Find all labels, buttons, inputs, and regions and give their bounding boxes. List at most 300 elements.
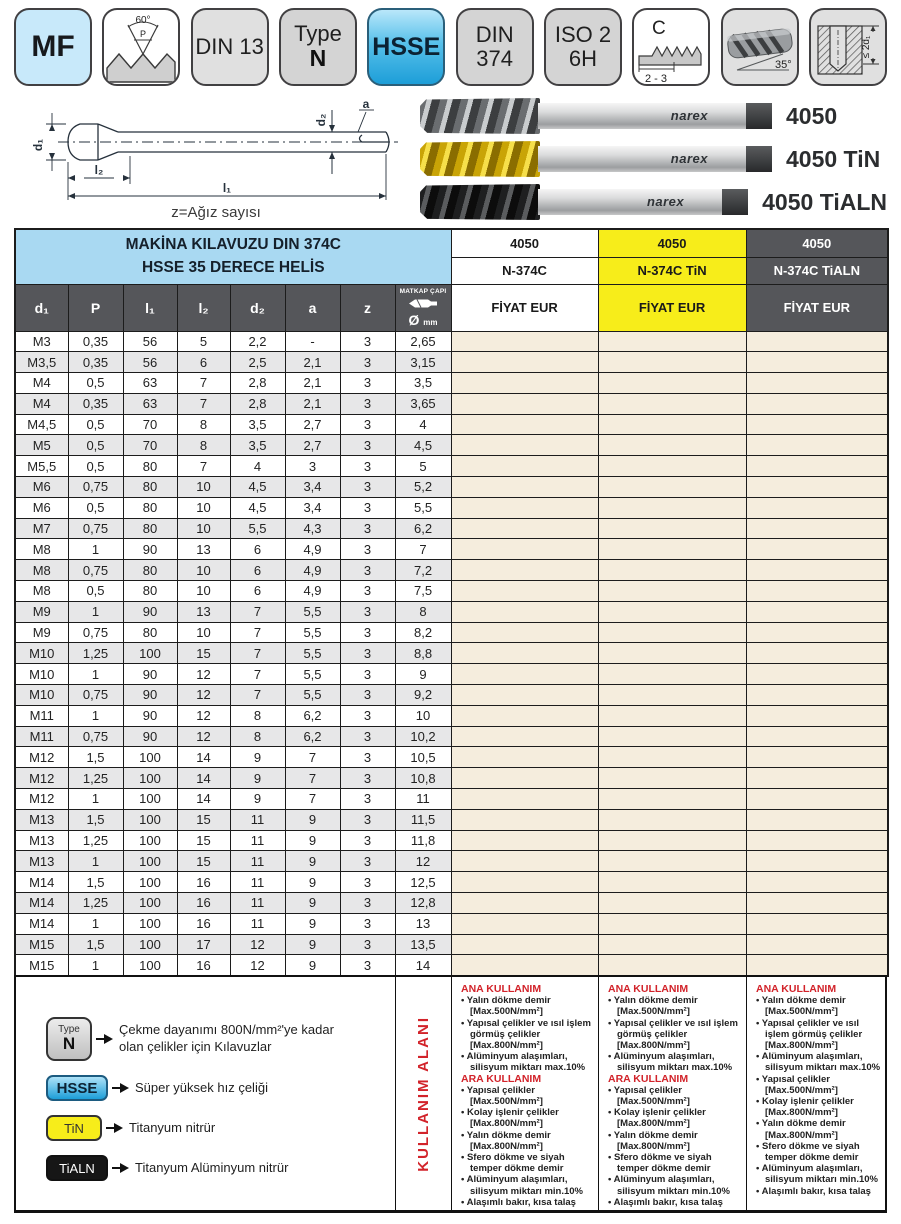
price-cell — [451, 789, 598, 810]
spec-cell: 3 — [340, 768, 395, 789]
spec-cell: M11 — [15, 705, 68, 726]
table-row — [15, 414, 888, 435]
spec-cell: M13 — [15, 830, 68, 851]
spec-cell: M5,5 — [15, 456, 68, 477]
spec-cell: 3 — [340, 643, 395, 664]
type-value: N — [309, 45, 327, 72]
price-cell — [451, 705, 598, 726]
usage-item: • Alaşımlı bakır, kısa talaş — [608, 1196, 723, 1208]
price-cell — [598, 747, 746, 768]
spec-cell: 14 — [395, 955, 451, 976]
spec-cell: 3 — [340, 913, 395, 934]
spec-cell: 3 — [340, 477, 395, 498]
usage-item: • Sfero dökme ve siyah temper dökme demir — [461, 1152, 565, 1175]
price-cell — [746, 581, 888, 602]
price-cell — [598, 622, 746, 643]
spec-cell: 14 — [177, 789, 230, 810]
spec-cell: 9 — [285, 913, 340, 934]
price-cell — [746, 955, 888, 976]
price-cell — [598, 685, 746, 706]
price-cell — [746, 664, 888, 685]
spec-cell: 12 — [230, 934, 285, 955]
price-cell — [746, 560, 888, 581]
spec-cell: 13 — [177, 601, 230, 622]
spec-cell: 100 — [123, 934, 177, 955]
footer-section — [14, 975, 887, 1213]
price-cell — [746, 830, 888, 851]
price-cell — [451, 393, 598, 414]
price-cell — [746, 705, 888, 726]
price-cell — [598, 893, 746, 914]
mf-badge — [14, 8, 92, 86]
spec-cell: 0,75 — [68, 560, 123, 581]
tap-shank — [538, 189, 748, 215]
price-cell — [598, 456, 746, 477]
square-drive-end — [746, 146, 772, 172]
spec-cell: 12 — [177, 705, 230, 726]
spec-cell: 3 — [340, 331, 395, 352]
col-header-z: z — [340, 284, 395, 331]
spec-cell: 100 — [123, 913, 177, 934]
spec-cell: 0,35 — [68, 352, 123, 373]
model-header-4050-tialn: 4050 — [746, 229, 888, 257]
spec-cell: 100 — [123, 747, 177, 768]
din374-line1: DIN — [475, 21, 514, 47]
spec-cell: 16 — [177, 872, 230, 893]
price-cell — [451, 726, 598, 747]
spec-cell: M12 — [15, 789, 68, 810]
spec-cell: 11,8 — [395, 830, 451, 851]
spec-cell: 3 — [340, 601, 395, 622]
spec-cell: 90 — [123, 601, 177, 622]
spec-cell: 12,5 — [395, 872, 451, 893]
spec-cell: 80 — [123, 518, 177, 539]
spec-cell: M7 — [15, 518, 68, 539]
legend-row-type-n — [46, 1017, 385, 1061]
spec-cell: 1 — [68, 601, 123, 622]
table-row — [15, 518, 888, 539]
price-cell — [598, 768, 746, 789]
price-cell — [598, 414, 746, 435]
table-row — [15, 477, 888, 498]
usage-item: • Sfero dökme ve siyah temper dökme demir — [756, 1140, 860, 1164]
spec-cell: 3 — [340, 934, 395, 955]
price-cell — [451, 435, 598, 456]
spec-cell: 3 — [340, 581, 395, 602]
spec-cell: 90 — [123, 685, 177, 706]
spec-cell: 2,8 — [230, 373, 285, 394]
spec-cell: 3 — [340, 685, 395, 706]
usage-item: • Yapısal çelikler ve ısıl işlem görmüş çelikler [Max.800N/mm²] — [608, 1017, 738, 1052]
spec-cell: 10 — [177, 477, 230, 498]
type-n-badge — [279, 8, 357, 86]
spec-cell: 7 — [177, 393, 230, 414]
spec-cell: 3 — [340, 352, 395, 373]
price-cell — [451, 893, 598, 914]
spec-cell: 3 — [340, 851, 395, 872]
col-header-d2: d₂ — [230, 284, 285, 331]
price-cell — [746, 601, 888, 622]
spec-cell: 4 — [230, 456, 285, 477]
spec-cell: 56 — [123, 331, 177, 352]
spec-cell: 11 — [395, 789, 451, 810]
tap-technical-drawing — [14, 96, 418, 226]
table-row — [15, 622, 888, 643]
spec-cell: 2,2 — [230, 331, 285, 352]
usage-item: • Alüminyum alaşımları, silisyum miktarı max.10% — [461, 1051, 586, 1074]
spec-cell: 12 — [230, 955, 285, 976]
spec-cell: 3,5 — [230, 414, 285, 435]
spec-cell: 15 — [177, 809, 230, 830]
price-cell — [451, 601, 598, 622]
usage-column — [599, 977, 747, 1210]
spec-cell: 0,75 — [68, 622, 123, 643]
spec-cell: 1 — [68, 789, 123, 810]
brand-mark: narex — [646, 194, 685, 209]
price-cell — [451, 955, 598, 976]
din13-label: DIN 13 — [195, 34, 264, 59]
spec-cell: M3 — [15, 331, 68, 352]
spiral-flute-drawing — [723, 10, 797, 84]
hsse-badge — [367, 8, 445, 86]
svg-text:C: C — [652, 18, 667, 39]
usage-item: • Yalın dökme demir [Max.500N/mm²] — [756, 995, 846, 1018]
spec-cell: 12 — [177, 726, 230, 747]
arrow-icon — [112, 1163, 129, 1173]
table-row — [15, 955, 888, 976]
spec-cell: 100 — [123, 809, 177, 830]
price-cell — [451, 352, 598, 373]
price-cell — [598, 913, 746, 934]
price-cell — [451, 539, 598, 560]
price-cell — [451, 497, 598, 518]
svg-text:P: P — [140, 29, 147, 39]
spec-cell: 3 — [340, 726, 395, 747]
table-title-line2: HSSE 35 DERECE HELİS — [141, 258, 325, 276]
usage-item: • Kolay işlenir çelikler [Max.800N/mm²] — [756, 1096, 854, 1119]
spec-cell: 12 — [177, 685, 230, 706]
col-header-d1: d₁ — [15, 284, 68, 331]
usage-item: • Yapısal çelikler [Max.500N/mm²] — [461, 1084, 543, 1108]
spec-cell: 7,2 — [395, 560, 451, 581]
spec-cell: 8 — [177, 414, 230, 435]
price-cell — [451, 872, 598, 893]
thread-profile-drawing — [104, 10, 178, 84]
price-cell — [746, 414, 888, 435]
svg-text:35°: 35° — [774, 59, 792, 71]
product-label: 4050 TiN — [786, 145, 881, 172]
tap-drawing-svg — [14, 96, 418, 206]
svg-text:a: a — [362, 97, 370, 111]
legend-text: Titanyum Alüminyum nitrür — [135, 1159, 289, 1175]
product-label: 4050 TiALN — [762, 188, 887, 215]
spec-cell: 56 — [123, 352, 177, 373]
spec-cell: 3 — [340, 373, 395, 394]
spec-cell: 9 — [285, 809, 340, 830]
spec-cell: 16 — [177, 893, 230, 914]
type-label: Type — [294, 21, 342, 47]
spec-cell: 9 — [285, 830, 340, 851]
spec-cell: 63 — [123, 373, 177, 394]
svg-text:l₂: l₂ — [94, 163, 104, 177]
spec-cell: 0,75 — [68, 726, 123, 747]
spec-cell: M15 — [15, 955, 68, 976]
spec-cell: 4,9 — [285, 581, 340, 602]
arrow-icon — [112, 1083, 129, 1093]
spec-cell: 3 — [340, 830, 395, 851]
spec-cell: 12 — [177, 664, 230, 685]
spec-cell: M9 — [15, 622, 68, 643]
usage-item: • Kolay işlenir çelikler [Max.800N/mm²] — [608, 1107, 706, 1130]
spec-cell: 6 — [230, 581, 285, 602]
spec-cell: 3 — [340, 518, 395, 539]
spec-cell: 10 — [395, 705, 451, 726]
tialn-legend-badge: TiALN — [46, 1155, 108, 1181]
spec-cell: 11 — [230, 809, 285, 830]
spec-cell: M9 — [15, 601, 68, 622]
spec-cell: 0,35 — [68, 331, 123, 352]
spec-cell: 12 — [395, 851, 451, 872]
spec-cell: 11 — [230, 830, 285, 851]
spec-cell: 80 — [123, 560, 177, 581]
table-row — [15, 601, 888, 622]
spec-cell: 1 — [68, 705, 123, 726]
spec-cell: 3 — [340, 872, 395, 893]
spec-cell: 9 — [230, 789, 285, 810]
price-cell — [746, 435, 888, 456]
spec-cell: 6,2 — [395, 518, 451, 539]
price-cell — [451, 830, 598, 851]
table-row — [15, 913, 888, 934]
type-n-badge-top: Type — [58, 1023, 80, 1035]
legend-text: Süper yüksek hız çeliği — [135, 1079, 268, 1095]
spec-cell: 13 — [177, 539, 230, 560]
spec-cell: 9,2 — [395, 685, 451, 706]
spec-cell: 63 — [123, 393, 177, 414]
spec-cell: 3 — [340, 622, 395, 643]
price-cell — [451, 560, 598, 581]
usage-item: • Alüminyum alaşımları, silisyum miktarı max.10% — [756, 1051, 881, 1074]
price-cell — [451, 747, 598, 768]
usage-item: • Yalın dökme demir [Max.800N/mm²] — [461, 1129, 551, 1152]
spec-cell: 8 — [395, 601, 451, 622]
spec-cell: 10,2 — [395, 726, 451, 747]
price-cell — [746, 747, 888, 768]
price-cell — [746, 622, 888, 643]
spec-cell: 14 — [177, 747, 230, 768]
price-cell — [598, 830, 746, 851]
spec-cell: 2,7 — [285, 435, 340, 456]
price-cell — [598, 352, 746, 373]
usage-area-strip — [396, 977, 452, 1210]
table-row — [15, 809, 888, 830]
price-cell — [746, 872, 888, 893]
usage-section-header: ANA KULLANIM — [461, 983, 542, 995]
spec-cell: 3,5 — [230, 435, 285, 456]
type-n-badge-letter: N — [62, 1033, 76, 1053]
table-row — [15, 851, 888, 872]
spec-cell: 1 — [68, 664, 123, 685]
spec-cell: 8,2 — [395, 622, 451, 643]
iso2-6h-badge — [544, 8, 622, 86]
spec-cell: 1,5 — [68, 809, 123, 830]
thread-profile-icon — [102, 8, 180, 86]
spec-cell: 13 — [395, 913, 451, 934]
spec-cell: 0,5 — [68, 456, 123, 477]
spec-cell: 5 — [395, 456, 451, 477]
price-cell — [746, 893, 888, 914]
usage-section-header: ANA KULLANIM — [608, 983, 689, 995]
spec-cell: 80 — [123, 497, 177, 518]
price-header-2: FİYAT EUR — [598, 284, 746, 331]
price-cell — [451, 518, 598, 539]
spec-cell: 70 — [123, 414, 177, 435]
diameter-unit: mm — [423, 317, 438, 327]
table-row — [15, 373, 888, 394]
price-cell — [598, 643, 746, 664]
spec-cell: 11 — [230, 893, 285, 914]
price-cell — [598, 477, 746, 498]
tin-legend-badge: TiN — [46, 1115, 102, 1141]
spec-cell: 3 — [340, 414, 395, 435]
spec-cell: 6 — [230, 560, 285, 581]
price-cell — [598, 601, 746, 622]
drawing-caption: z=Ağız sayısı — [171, 204, 261, 221]
price-cell — [451, 414, 598, 435]
price-cell — [746, 331, 888, 352]
spec-cell: 0,5 — [68, 414, 123, 435]
spec-cell: 5,5 — [395, 497, 451, 518]
icon-strip — [14, 8, 887, 88]
spec-cell: M13 — [15, 851, 68, 872]
spec-cell: 5,5 — [285, 643, 340, 664]
usage-column — [452, 977, 599, 1210]
price-cell — [451, 768, 598, 789]
spec-cell: 3 — [340, 789, 395, 810]
table-row — [15, 934, 888, 955]
flute-section — [420, 141, 540, 177]
price-cell — [746, 477, 888, 498]
usage-section-header: ANA KULLANIM — [756, 983, 837, 995]
spec-cell: 3,5 — [395, 373, 451, 394]
table-row — [15, 705, 888, 726]
usage-item: • Yalın dökme demir [Max.500N/mm²] — [461, 995, 551, 1018]
diameter-symbol: Ø — [408, 311, 420, 328]
price-cell — [451, 934, 598, 955]
brand-mark: narex — [670, 151, 708, 166]
price-cell — [746, 393, 888, 414]
usage-item: • Yapısal çelikler [Max.500N/mm²] — [756, 1073, 838, 1096]
spec-cell: 1,5 — [68, 747, 123, 768]
spec-cell: 3 — [340, 664, 395, 685]
table-row — [15, 664, 888, 685]
spec-cell: 4,5 — [230, 497, 285, 518]
spec-cell: 10 — [177, 581, 230, 602]
spec-cell: 9 — [230, 747, 285, 768]
table-row — [15, 581, 888, 602]
spec-cell: 100 — [123, 872, 177, 893]
spec-cell: 9 — [230, 768, 285, 789]
spec-cell: 7 — [177, 373, 230, 394]
spec-cell: 5,2 — [395, 477, 451, 498]
arrow-icon — [106, 1123, 123, 1133]
table-row — [15, 789, 888, 810]
type-n-legend-badge — [46, 1017, 92, 1061]
spec-cell: 8 — [230, 705, 285, 726]
spec-cell: 8,8 — [395, 643, 451, 664]
model-header-4050-tin: 4050 — [598, 229, 746, 257]
spec-cell: 15 — [177, 643, 230, 664]
price-cell — [598, 393, 746, 414]
spec-cell: M12 — [15, 768, 68, 789]
spec-cell: M4 — [15, 373, 68, 394]
spec-cell: 3 — [340, 893, 395, 914]
price-cell — [746, 539, 888, 560]
svg-text:d₁: d₁ — [31, 138, 45, 152]
spec-cell: 13,5 — [395, 934, 451, 955]
spec-cell: 100 — [123, 830, 177, 851]
table-row — [15, 893, 888, 914]
spec-cell: 3 — [340, 497, 395, 518]
spec-cell: 1,25 — [68, 893, 123, 914]
flute-section — [420, 184, 540, 220]
price-cell — [598, 560, 746, 581]
usage-column — [747, 977, 889, 1210]
spec-cell: M12 — [15, 747, 68, 768]
price-header-3: FİYAT EUR — [746, 284, 888, 331]
spec-cell: 3 — [285, 456, 340, 477]
spec-cell: M6 — [15, 477, 68, 498]
legend-row-hsse — [46, 1075, 385, 1101]
spec-cell: 6,2 — [285, 705, 340, 726]
blind-hole-icon — [809, 8, 887, 86]
spec-cell: 8 — [230, 726, 285, 747]
spec-cell: 2,7 — [285, 414, 340, 435]
spec-cell: 10 — [177, 560, 230, 581]
spec-cell: 9 — [285, 851, 340, 872]
tap-photo-4050-tin — [420, 140, 772, 178]
spec-cell: 2,1 — [285, 352, 340, 373]
price-cell — [598, 809, 746, 830]
price-cell — [598, 726, 746, 747]
spec-cell: 90 — [123, 539, 177, 560]
spec-cell: 90 — [123, 705, 177, 726]
spec-cell: 1 — [68, 851, 123, 872]
spec-cell: 7 — [230, 643, 285, 664]
spec-table-body — [15, 331, 888, 976]
price-cell — [451, 809, 598, 830]
spec-cell: 6 — [177, 352, 230, 373]
flute-section — [420, 98, 540, 134]
price-cell — [746, 726, 888, 747]
table-row — [15, 497, 888, 518]
price-cell — [746, 518, 888, 539]
spec-cell: M11 — [15, 726, 68, 747]
spec-cell: M8 — [15, 560, 68, 581]
usage-item: • Alüminyum alaşımları, silisyum miktarı min.10% — [608, 1174, 730, 1197]
svg-text:d₂: d₂ — [314, 113, 328, 127]
price-cell — [746, 851, 888, 872]
brand-mark: narex — [670, 108, 708, 123]
price-cell — [746, 352, 888, 373]
spec-cell: 3,65 — [395, 393, 451, 414]
code-header-n374c-tialn: N-374C TiALN — [746, 257, 888, 284]
svg-text:2 - 3: 2 - 3 — [645, 73, 668, 84]
spec-cell: M15 — [15, 934, 68, 955]
usage-item: • Yapısal çelikler ve ısıl işlem görmüş çelikler [Max.800N/mm²] — [756, 1017, 863, 1052]
table-row — [15, 393, 888, 414]
spec-cell: 4,3 — [285, 518, 340, 539]
